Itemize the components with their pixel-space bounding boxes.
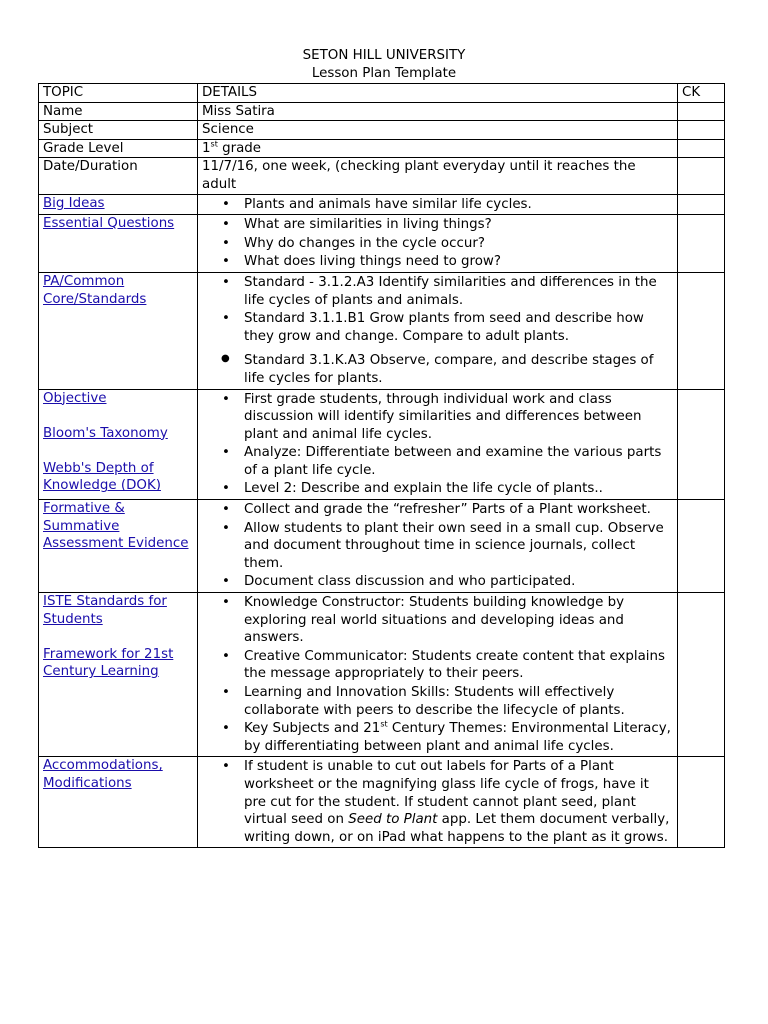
- list-item: • First grade students, through individual work and class discussion will identify similarities and differences between plant and animal life cycles.: [244, 391, 673, 444]
- accommodations-text-end: app. Let them document verbally, writing down, or on iPad what happens to the plant as it grows.: [244, 812, 670, 845]
- big-ideas-details: [198, 194, 678, 215]
- table-row-essential-questions: [39, 215, 725, 273]
- essential-questions-check-cell: [678, 215, 725, 273]
- table-row-standards: [39, 272, 725, 389]
- date-check-cell: [678, 158, 725, 194]
- grade-suffix: st: [210, 139, 218, 149]
- table-header-row: [39, 84, 725, 103]
- standards-check-cell: [678, 272, 725, 389]
- objective-check-cell: [678, 389, 725, 500]
- subject-label: Subject: [39, 121, 198, 140]
- subject-value: Science: [198, 121, 678, 140]
- assessment-details: [198, 500, 678, 593]
- table-row-subject: [39, 121, 725, 140]
- list-item: [244, 758, 673, 846]
- key-subjects-text-start: Key Subjects and 21: [244, 721, 381, 737]
- list-item: • Document class discussion and who participated.: [244, 573, 673, 591]
- blooms-taxonomy-link[interactable]: Bloom's Taxonomy: [43, 425, 168, 441]
- key-subjects-text-end: Century Themes: Environmental Literacy, by differentiating between plant and animal life cycles.: [244, 721, 671, 754]
- topic-header: TOPIC: [39, 84, 198, 103]
- lesson-plan-table: [38, 83, 725, 848]
- table-row-big-ideas: [39, 194, 725, 215]
- assessment-check-cell: [678, 500, 725, 593]
- grade-check-cell: [678, 139, 725, 158]
- grade-value: [198, 139, 678, 158]
- standards-details: [198, 272, 678, 389]
- standards-link[interactable]: PA/Common Core/Standards: [43, 273, 147, 307]
- accommodations-text-start: If student is unable to cut out labels for Parts of a Plant worksheet or the magnifying glass life cycle of frogs, have it pre cut for the student. If student cannot plant seed, plant virtual seed on: [244, 759, 649, 828]
- grade-label: Grade Level: [39, 139, 198, 158]
- essential-questions-details: [198, 215, 678, 273]
- list-item: • Learning and Innovation Skills: Students will effectively collaborate with peers to describe the lifecycle of plants.: [244, 684, 673, 719]
- iste-standards-link[interactable]: ISTE Standards for Students: [43, 594, 167, 627]
- date-label: Date/Duration: [39, 158, 198, 194]
- list-item: • Collect and grade the “refresher” Parts of a Plant worksheet.: [244, 501, 673, 519]
- list-item: • Knowledge Constructor: Students building knowledge by exploring real world situations and developing ideas and answers.: [244, 594, 673, 647]
- template-name: Lesson Plan Template: [311, 66, 457, 81]
- list-item: • Standard 3.1.1.B1 Grow plants from seed and describe how they grow and change. Compare to adult plants.: [244, 310, 673, 345]
- list-item: • Analyze: Differentiate between and examine the various parts of a plant life cycle.: [244, 444, 673, 479]
- name-label: Name: [39, 102, 198, 121]
- date-value: 11/7/16, one week, (checking plant everyday until it reaches the adult: [198, 158, 678, 194]
- table-row-grade: [39, 139, 725, 158]
- webbs-dok-link[interactable]: Webb's Depth of Knowledge (DOK): [43, 460, 161, 494]
- table-row-assessment: [39, 500, 725, 593]
- list-item: ● Standard 3.1.K.A3 Observe, compare, and describe stages of life cycles for plants.: [244, 352, 673, 387]
- accommodations-details: [198, 757, 678, 848]
- table-row-date: [39, 158, 725, 194]
- iste-check-cell: [678, 593, 725, 757]
- table-row-name: [39, 102, 725, 121]
- big-ideas-link[interactable]: Big Ideas: [43, 195, 105, 211]
- table-row-iste: [39, 593, 725, 757]
- essential-questions-link[interactable]: Essential Questions: [43, 216, 175, 232]
- assessment-link[interactable]: Formative & Summative Assessment Evidence: [43, 501, 189, 552]
- list-item: • Why do changes in the cycle occur?: [244, 235, 673, 253]
- iste-details: [198, 593, 678, 757]
- table-row-objective: [39, 389, 725, 500]
- accommodations-check-cell: [678, 757, 725, 848]
- app-name: Seed to Plant: [348, 812, 438, 828]
- framework-21st-century-link[interactable]: Framework for 21st Century Learning: [43, 646, 174, 680]
- name-check-cell: [678, 102, 725, 121]
- check-header: CK: [678, 84, 725, 103]
- list-item: • Creative Communicator: Students create content that explains the message appropriately to their peers.: [244, 648, 673, 683]
- details-header: DETAILS: [198, 84, 678, 103]
- grade-number: 1: [202, 140, 211, 156]
- subject-check-cell: [678, 121, 725, 140]
- name-value: Miss Satira: [198, 102, 678, 121]
- century-suffix: st: [380, 719, 388, 729]
- list-item: • Standard - 3.1.2.A3 Identify similarities and differences in the life cycles of plants and animals.: [244, 274, 673, 309]
- accommodations-link[interactable]: Accommodations, Modifications: [43, 758, 163, 791]
- list-item: • Allow students to plant their own seed in a small cup. Observe and document throughout time in science journals, collect them.: [244, 520, 673, 573]
- list-item: • What does living things need to grow?: [244, 253, 673, 271]
- list-item: • Level 2: Describe and explain the life cycle of plants..: [244, 480, 673, 498]
- university-name: SETON HILL UNIVERSITY: [302, 48, 466, 63]
- grade-rest: grade: [217, 140, 262, 156]
- list-item: [244, 720, 673, 755]
- objective-link[interactable]: Objective: [43, 390, 107, 406]
- page-header: [0, 47, 768, 83]
- big-ideas-check-cell: [678, 194, 725, 215]
- list-item: • Plants and animals have similar life cycles.: [244, 196, 673, 214]
- table-row-accommodations: [39, 757, 725, 848]
- list-item: • What are similarities in living things?: [244, 216, 673, 234]
- objective-details: [198, 389, 678, 500]
